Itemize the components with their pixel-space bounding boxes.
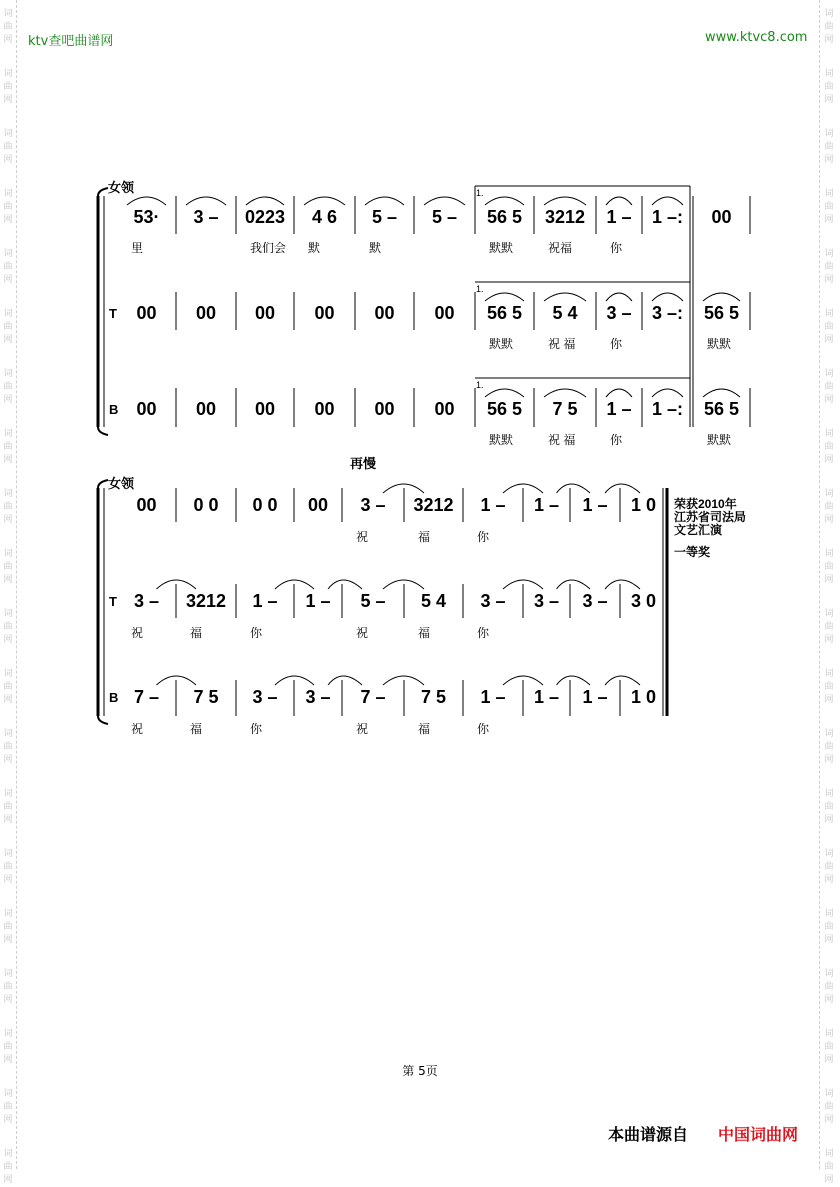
watermark-glyph: 网 (824, 875, 834, 885)
watermark-glyph: 词 (3, 429, 13, 439)
note-cell: 00 (374, 303, 395, 323)
watermark-glyph: 曲 (3, 742, 13, 752)
tie-arc (605, 580, 640, 589)
watermark-glyph: 曲 (824, 1042, 834, 1052)
page-number: 第 5页 (402, 1064, 438, 1078)
note-cell: 1 – (252, 591, 278, 611)
lyric-cell: 祝 (356, 530, 369, 544)
watermark-glyph: 词 (824, 369, 834, 379)
note-cell: 00 (434, 303, 455, 323)
lyric-cell: 你 (610, 241, 623, 255)
watermark-glyph: 词 (824, 489, 834, 499)
note-cell: 53· (133, 207, 160, 227)
note-cell: 3 – (193, 207, 219, 227)
watermark-glyph: 曲 (824, 382, 834, 392)
watermark-glyph: 网 (824, 275, 834, 285)
watermark-glyph: 词 (3, 69, 13, 79)
watermark-glyph: 词 (3, 309, 13, 319)
watermark-glyph: 词 (824, 729, 834, 739)
lyric-cell: 祝 (356, 722, 369, 736)
watermark-glyph: 曲 (824, 742, 834, 752)
note-cell: 5 – (371, 207, 398, 227)
watermark-glyph: 网 (824, 155, 834, 165)
note-cell: 1 0 (630, 687, 657, 707)
watermark-glyph: 词 (824, 669, 834, 679)
note-cell: 7 5 (420, 687, 447, 707)
note-cell: 00 (195, 399, 217, 419)
lyric-cell: 福 (418, 626, 431, 640)
lyric-cell: 祝 (131, 722, 144, 736)
watermark-glyph: 词 (3, 969, 13, 979)
note-cell: 5 – (431, 207, 458, 227)
system2 (109, 484, 656, 736)
watermark-glyph: 曲 (3, 922, 13, 932)
watermark-glyph: 词 (3, 1089, 13, 1099)
note-cell: 3212 (413, 495, 454, 515)
lyric-cell: 默默 (489, 241, 514, 255)
lyric-cell: 祝 (356, 626, 369, 640)
note-cell: 3 –: (651, 303, 684, 323)
lyric-cell: 默默 (489, 433, 514, 447)
note-cell: 0 0 (252, 495, 278, 515)
slur-arc (606, 389, 632, 397)
watermark-glyph: 词 (824, 1029, 834, 1039)
award-note (674, 496, 746, 559)
note-cell: 3 – (360, 495, 386, 515)
tie-arc (557, 580, 591, 589)
watermark-glyph: 词 (3, 189, 13, 199)
lyric-cell: 你 (610, 433, 623, 447)
note-cell: 3 0 (630, 591, 657, 611)
lyric-cell: 里 (131, 241, 144, 255)
watermark-glyph: 曲 (824, 1162, 834, 1172)
slur-arc (186, 197, 226, 205)
watermark-glyph: 网 (3, 515, 13, 525)
watermark-glyph: 词 (824, 609, 834, 619)
watermark-glyph: 词 (824, 969, 834, 979)
award-line-3: 文艺汇演 (674, 523, 723, 537)
slur-arc (544, 197, 586, 205)
note-cell: 00 (711, 207, 732, 227)
tie-arc (328, 676, 362, 685)
watermark-glyph: 曲 (824, 622, 834, 632)
watermark-glyph: 词 (3, 909, 13, 919)
watermark-glyph: 词 (824, 909, 834, 919)
watermark-glyph: 词 (3, 729, 13, 739)
watermark-glyph: 网 (3, 815, 13, 825)
system1 (109, 196, 750, 447)
watermark-glyph: 网 (3, 635, 13, 645)
watermark-glyph: 曲 (3, 82, 13, 92)
watermark-glyph: 网 (824, 95, 834, 105)
watermark-glyph: 网 (3, 875, 13, 885)
note-cell: 7 – (133, 687, 160, 707)
watermark-glyph: 词 (824, 789, 834, 799)
system1-part-label: 女领 (108, 180, 135, 195)
watermark-glyph: 词 (824, 429, 834, 439)
watermark-glyph: 曲 (824, 1102, 834, 1112)
watermark-glyph: 网 (824, 335, 834, 345)
watermark-glyph: 词 (824, 549, 834, 559)
lyric-cell: 祝 福 (548, 337, 576, 351)
watermark-glyph: 网 (3, 275, 13, 285)
note-cell: 3 – (533, 591, 560, 611)
note-cell: 1 – (582, 687, 608, 707)
watermark-glyph: 词 (824, 189, 834, 199)
note-cell: 5 – (360, 591, 386, 611)
watermark-glyph: 词 (3, 849, 13, 859)
watermark-glyph: 网 (824, 755, 834, 765)
award-line-4: 一等奖 (674, 545, 711, 559)
slur-arc (424, 197, 465, 205)
watermark-glyph: 词 (3, 669, 13, 679)
slur-arc (246, 197, 284, 205)
watermark-glyph: 词 (824, 849, 834, 859)
watermark-glyph: 词 (824, 249, 834, 259)
watermark-glyph: 曲 (3, 322, 13, 332)
watermark-glyph: 网 (3, 455, 13, 465)
watermark-glyph: 词 (3, 249, 13, 259)
watermark-glyph: 曲 (3, 382, 13, 392)
slur-arc (544, 389, 586, 397)
watermark-glyph: 曲 (3, 802, 13, 812)
note-cell: 00 (254, 303, 276, 323)
slur-arc (703, 389, 740, 397)
watermark-glyph: 网 (3, 35, 13, 45)
tie-arc (328, 580, 362, 589)
note-cell: 1 – (480, 495, 506, 515)
note-cell: 3 – (133, 591, 160, 611)
note-cell: 1 – (606, 399, 632, 419)
tie-arc (557, 484, 591, 493)
watermark-glyph: 曲 (824, 262, 834, 272)
source-site-link[interactable]: 中国词曲网 (718, 1125, 799, 1144)
watermark-glyph: 网 (3, 155, 13, 165)
watermark-glyph: 曲 (3, 202, 13, 212)
lyric-cell: 祝 (131, 626, 144, 640)
watermark-glyph: 曲 (824, 502, 834, 512)
note-cell: 00 (254, 399, 276, 419)
note-cell: 00 (195, 303, 217, 323)
note-cell: 1 – (533, 687, 560, 707)
watermark-glyph: 曲 (824, 982, 834, 992)
lyric-cell: 福 (190, 626, 203, 640)
watermark-glyph: 曲 (3, 502, 13, 512)
watermark-glyph: 网 (3, 935, 13, 945)
watermark-glyph: 词 (3, 369, 13, 379)
note-cell: 1 – (606, 207, 632, 227)
watermark-glyph: 词 (824, 9, 834, 19)
watermark-glyph: 词 (3, 9, 13, 19)
watermark-glyph: 网 (3, 695, 13, 705)
note-cell: 56 5 (703, 399, 740, 419)
lyric-cell: 默默 (707, 433, 732, 447)
watermark-glyph: 网 (824, 815, 834, 825)
lyric-cell: 默 (369, 241, 382, 255)
slur-arc (485, 197, 524, 205)
header-site-name[interactable]: ktv查吧曲谱网 (28, 34, 114, 49)
lyric-cell: 你 (477, 626, 490, 640)
watermark-glyph: 曲 (824, 862, 834, 872)
award-line-2: 江苏省司法局 (674, 510, 747, 524)
watermark-glyph: 曲 (3, 862, 13, 872)
slur-arc (606, 197, 632, 205)
watermark-glyph: 词 (3, 489, 13, 499)
lyric-cell: 你 (250, 626, 263, 640)
watermark-glyph: 网 (3, 1175, 13, 1185)
note-cell: 56 5 (486, 207, 523, 227)
watermark-glyph: 词 (824, 309, 834, 319)
note-cell: 1 – (480, 687, 506, 707)
note-cell: 3 – (252, 687, 278, 707)
watermark-glyph: 曲 (3, 562, 13, 572)
watermark-glyph: 网 (824, 35, 834, 45)
watermark-glyph: 网 (3, 335, 13, 345)
watermark-glyph: 曲 (3, 982, 13, 992)
note-cell: 00 (314, 399, 335, 419)
note-cell: 1 – (582, 495, 608, 515)
lyric-cell: 我们会 (250, 241, 287, 255)
watermark-glyph: 曲 (3, 262, 13, 272)
watermark-glyph: 网 (824, 1175, 834, 1185)
watermark-glyph: 网 (3, 215, 13, 225)
lyric-cell: 福 (418, 722, 431, 736)
note-cell: 5 4 (420, 591, 447, 611)
watermark-glyph: 网 (3, 395, 13, 405)
watermark-glyph: 网 (824, 995, 834, 1005)
note-cell: 1 –: (651, 207, 684, 227)
volta-1-bot: 1. (476, 380, 484, 390)
note-cell: 00 (136, 303, 157, 323)
slur-arc (544, 293, 586, 301)
watermark-glyph: 词 (3, 609, 13, 619)
header-site-url[interactable]: www.ktvc8.com (705, 30, 808, 45)
note-cell: 56 5 (703, 303, 740, 323)
watermark-glyph: 词 (824, 1149, 834, 1159)
voice-label: B (109, 690, 119, 705)
note-cell: 3212 (544, 207, 586, 227)
watermark-glyph: 词 (3, 789, 13, 799)
note-cell: 3212 (185, 591, 227, 611)
watermark-glyph: 曲 (824, 802, 834, 812)
tempo-marking: 再慢 (350, 456, 377, 471)
lyric-cell: 你 (250, 722, 263, 736)
system2-part-label: 女领 (108, 476, 135, 491)
note-cell: 56 5 (486, 399, 523, 419)
slur-arc (652, 389, 683, 397)
watermark-glyph: 网 (824, 455, 834, 465)
note-cell: 3 – (606, 303, 632, 323)
watermark-glyph: 词 (3, 129, 13, 139)
watermark-glyph: 网 (3, 1055, 13, 1065)
watermark-glyph: 曲 (3, 1102, 13, 1112)
watermark-glyph: 曲 (3, 1042, 13, 1052)
watermark-glyph: 词 (3, 549, 13, 559)
watermark-glyph: 网 (3, 995, 13, 1005)
note-cell: 0 0 (193, 495, 219, 515)
voice-label: B (109, 402, 119, 417)
watermark-glyph: 词 (824, 69, 834, 79)
watermark-glyph: 网 (3, 1115, 13, 1125)
watermark-glyph: 网 (824, 215, 834, 225)
lyric-cell: 你 (477, 530, 490, 544)
note-cell: 00 (136, 399, 157, 419)
watermark-glyph: 曲 (824, 82, 834, 92)
watermark-glyph: 网 (824, 575, 834, 585)
lyric-cell: 祝 福 (548, 433, 576, 447)
lyric-cell: 默默 (489, 337, 514, 351)
note-cell: 1 0 (630, 495, 657, 515)
watermark-glyph: 曲 (824, 322, 834, 332)
watermark-glyph: 词 (3, 1149, 13, 1159)
note-cell: 00 (374, 399, 395, 419)
note-cell: 1 – (305, 591, 331, 611)
note-cell: 56 5 (486, 303, 523, 323)
watermark-glyph: 词 (824, 1089, 834, 1099)
watermark-glyph: 曲 (824, 22, 834, 32)
lyric-cell: 福 (190, 722, 203, 736)
slur-arc (485, 293, 524, 301)
slur-arc (485, 389, 524, 397)
watermark-glyph: 曲 (824, 142, 834, 152)
note-cell: 0223 (244, 207, 286, 227)
watermark-glyph: 曲 (3, 442, 13, 452)
note-cell: 7 – (360, 687, 386, 707)
watermark-glyph: 网 (824, 1115, 834, 1125)
watermark-glyph: 曲 (824, 562, 834, 572)
note-cell: 3 – (582, 591, 608, 611)
slur-arc (652, 197, 683, 205)
slur-arc (652, 293, 683, 301)
tie-arc (605, 484, 640, 493)
watermark-glyph: 曲 (824, 442, 834, 452)
watermark-glyph: 网 (824, 935, 834, 945)
note-cell: 3 – (305, 687, 331, 707)
note-cell: 1 –: (651, 399, 684, 419)
watermark-glyph: 曲 (3, 1162, 13, 1172)
source-label: 本曲谱源自 (608, 1125, 689, 1144)
note-cell: 00 (136, 495, 157, 515)
lyric-cell: 你 (610, 337, 623, 351)
slur-arc (365, 197, 404, 205)
watermark-glyph: 网 (824, 1055, 834, 1065)
slur-arc (127, 197, 166, 205)
lyric-cell: 福 (418, 530, 431, 544)
tie-arc (605, 676, 640, 685)
note-cell: 1 – (533, 495, 560, 515)
watermark-glyph: 曲 (824, 922, 834, 932)
note-cell: 4 6 (311, 207, 338, 227)
slur-arc (304, 197, 345, 205)
watermark-glyph: 网 (3, 755, 13, 765)
watermark-glyph: 网 (3, 575, 13, 585)
volta-1-top: 1. (476, 188, 484, 198)
note-cell: 5 4 (552, 303, 578, 323)
note-cell: 00 (307, 495, 329, 515)
volta-1-mid: 1. (476, 284, 484, 294)
watermark-glyph: 曲 (3, 682, 13, 692)
watermark-glyph: 网 (3, 95, 13, 105)
watermark-glyph: 词 (3, 1029, 13, 1039)
award-line-1: 荣获2010年 (674, 497, 737, 511)
watermark-glyph: 曲 (3, 22, 13, 32)
voice-label: T (109, 594, 117, 609)
watermark-glyph: 曲 (3, 142, 13, 152)
note-cell: 00 (314, 303, 335, 323)
slur-arc (703, 293, 740, 301)
tie-arc (557, 676, 591, 685)
watermark-glyph: 网 (824, 695, 834, 705)
watermark-glyph: 网 (824, 395, 834, 405)
note-cell: 00 (434, 399, 455, 419)
watermark-glyph: 曲 (824, 682, 834, 692)
lyric-cell: 祝福 (548, 241, 573, 255)
lyric-cell: 默 (308, 241, 321, 255)
watermark-glyph: 曲 (3, 622, 13, 632)
lyric-cell: 默默 (707, 337, 732, 351)
note-cell: 3 – (480, 591, 506, 611)
watermark-glyph: 词 (824, 129, 834, 139)
watermark-glyph: 网 (824, 635, 834, 645)
watermark-glyph: 曲 (824, 202, 834, 212)
watermark-glyph: 网 (824, 515, 834, 525)
voice-label: T (109, 306, 117, 321)
note-cell: 7 5 (552, 399, 578, 419)
note-cell: 7 5 (193, 687, 219, 707)
lyric-cell: 你 (477, 722, 490, 736)
slur-arc (606, 293, 632, 301)
